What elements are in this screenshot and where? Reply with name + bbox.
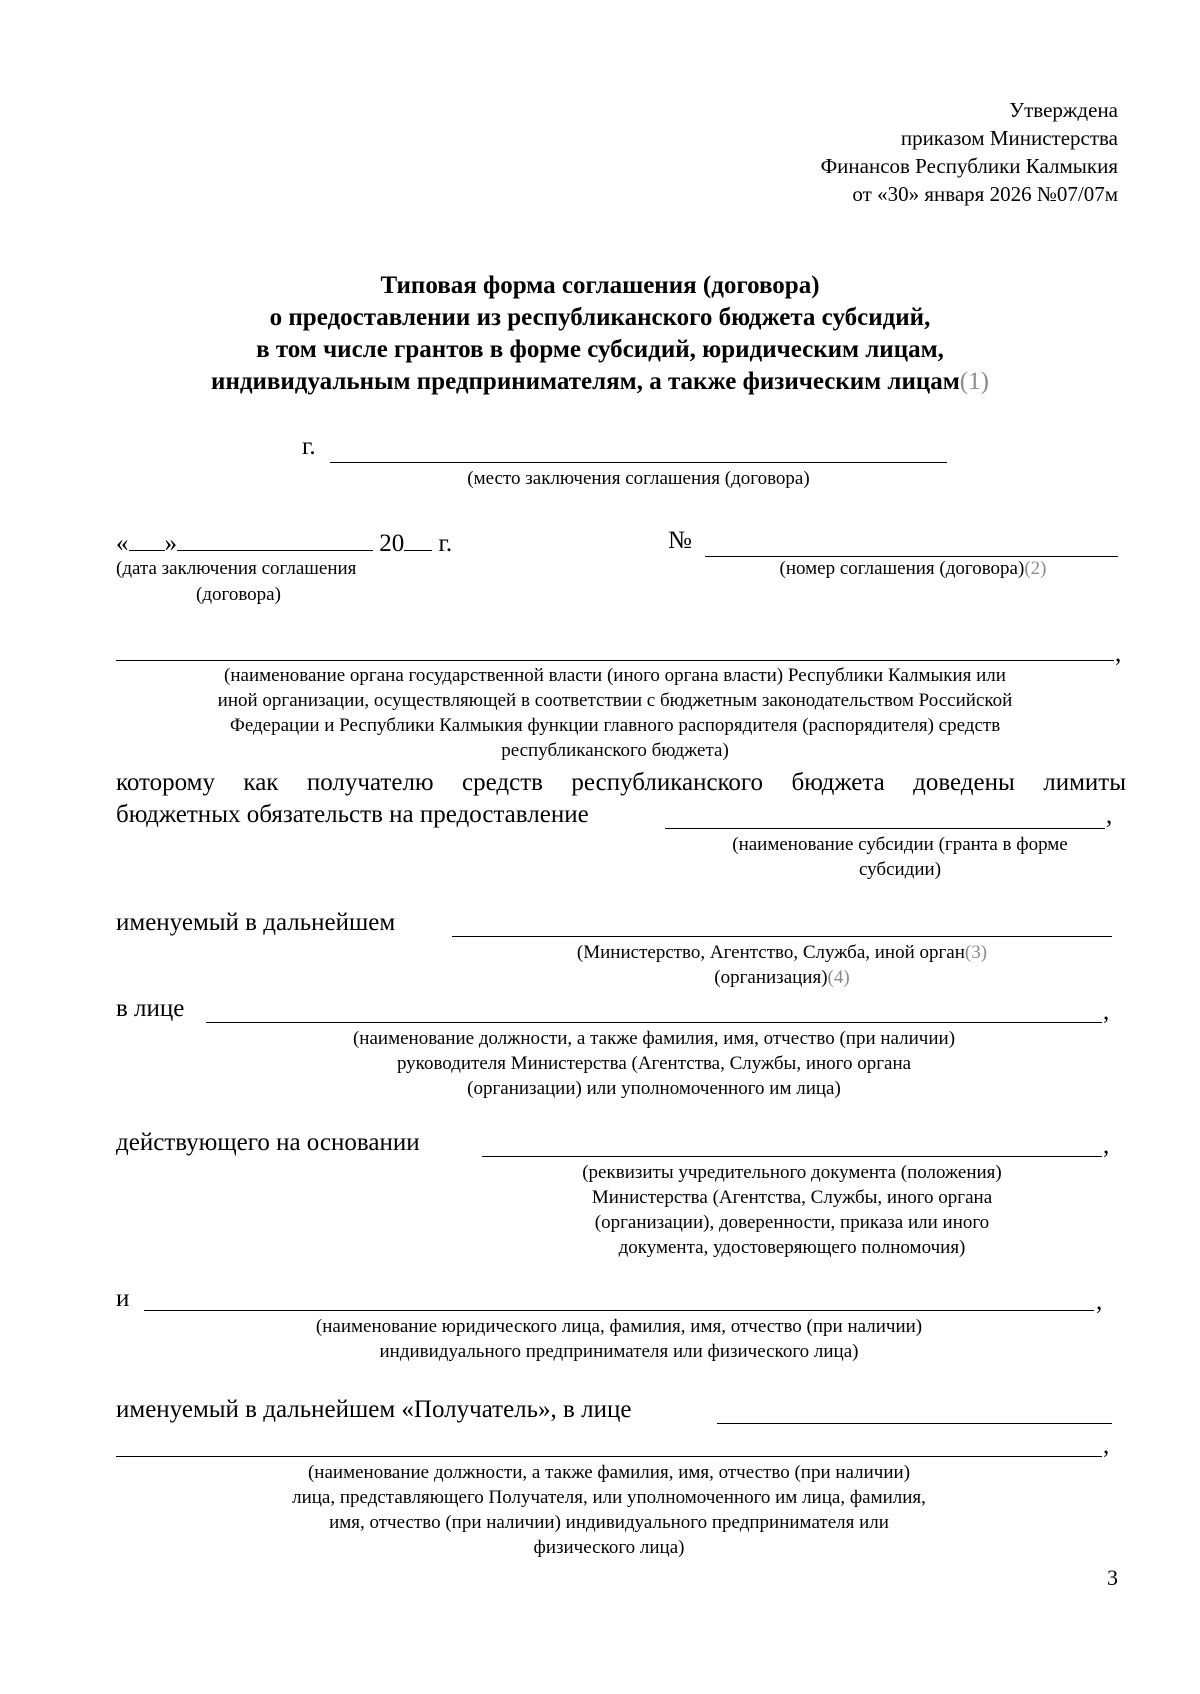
subsidy-name-field[interactable] <box>665 828 1105 829</box>
recipient-field[interactable] <box>144 1310 1094 1311</box>
date-year-suffix: г. <box>438 530 453 557</box>
approval-block <box>821 96 1118 208</box>
place-field[interactable] <box>330 462 947 463</box>
document-title <box>80 270 1120 398</box>
date-year-field[interactable] <box>404 526 432 551</box>
basis-field[interactable] <box>482 1156 1102 1157</box>
authority-caption <box>116 663 1114 763</box>
caption-text: (Министерство, Агентство, Служба, иной орган <box>576 942 965 963</box>
place-caption: (место заключения соглашения (договора) <box>467 468 810 489</box>
named-field[interactable] <box>452 936 1112 937</box>
approval-line: Финансов Республики Калмыкия <box>820 154 1118 178</box>
named-label: именуемый в дальнейшем <box>116 909 396 936</box>
caption-line: Министерства (Агентства, Службы, иного органа <box>591 1187 993 1208</box>
recipient-person-label: именуемый в дальнейшем «Получатель», в лице <box>116 1396 632 1423</box>
recipient-person-field-1[interactable] <box>717 1423 1112 1424</box>
number-sign: № <box>668 527 692 554</box>
caption-line: (реквизиты учредительного документа (положения) <box>582 1162 1002 1183</box>
approval-line: приказом Министерства <box>900 126 1118 150</box>
named-caption <box>452 940 1112 990</box>
limits-comma: , <box>1106 802 1113 829</box>
caption-line: индивидуального предпринимателя или физического лица) <box>379 1341 859 1362</box>
recipient-person-field-2[interactable] <box>116 1456 1102 1457</box>
limits-line-1: которому как получателю средств республиканского бюджета доведены лимиты <box>116 769 1126 796</box>
caption-line <box>452 940 1112 965</box>
caption-line: (организации) или уполномоченного им лица) <box>467 1078 841 1099</box>
person-caption <box>206 1026 1102 1101</box>
date-year-prefix: 20 <box>379 530 405 557</box>
number-caption <box>708 556 1118 581</box>
title-line <box>80 366 1120 398</box>
date-caption-2: (договора) <box>196 584 281 605</box>
recipient-person-caption <box>116 1460 1102 1560</box>
caption-line: (наименование юридического лица, фамилия, имя, отчество (при наличии) <box>315 1316 923 1337</box>
footnote-2: (2) <box>1024 558 1047 579</box>
authority-comma: , <box>1115 640 1122 667</box>
footnote-3: (3) <box>964 942 988 963</box>
footnote-1: (1) <box>959 368 989 395</box>
date-close-quote: » <box>164 530 177 557</box>
caption-line: (наименование должности, а также фамилия, имя, отчество (при наличии) <box>352 1028 956 1049</box>
page-number: 3 <box>1107 1565 1118 1590</box>
caption-line: физического лица) <box>533 1537 685 1558</box>
footnote-4: (4) <box>827 967 850 988</box>
date-day-field[interactable] <box>129 526 165 551</box>
caption-line: (организации), доверенности, приказа или иного <box>594 1212 990 1233</box>
recipient-comma: , <box>1096 1288 1103 1315</box>
authority-field[interactable] <box>116 660 1114 661</box>
title-line: Типовая форма соглашения (договора) <box>380 272 820 299</box>
caption-line: Федерации и Республики Калмыкия функции главного распорядителя (распорядителя) средств <box>229 715 1001 736</box>
caption-line: руководителя Министерства (Агентства, Службы, иного органа <box>396 1053 912 1074</box>
person-field[interactable] <box>206 1022 1102 1023</box>
place-prefix: г. <box>302 433 316 460</box>
caption-line: имя, отчество (при наличии) индивидуального предпринимателя или <box>329 1512 889 1533</box>
number-caption-text: (номер соглашения (договора) <box>779 558 1025 579</box>
date-month-field[interactable] <box>177 526 373 551</box>
caption-text: (организация) <box>714 967 828 988</box>
caption-line: субсидии) <box>858 859 942 880</box>
caption-line: республиканского бюджета) <box>501 740 729 761</box>
limits-line-2: бюджетных обязательств на предоставление <box>116 801 589 828</box>
title-line: в том числе грантов в форме субсидий, юридическим лицам, <box>256 336 944 363</box>
subsidy-caption <box>690 832 1110 882</box>
recipient-person-comma: , <box>1103 1432 1110 1459</box>
caption-line: лица, представляющего Получателя, или уполномоченного им лица, фамилия, <box>292 1487 926 1508</box>
person-comma: , <box>1103 998 1110 1025</box>
title-line-text: индивидуальным предпринимателям, а также физическим лицам <box>211 368 960 395</box>
approval-line: от «30» января 2026 №07/07м <box>852 182 1118 206</box>
date-caption-1: (дата заключения соглашения <box>116 558 357 579</box>
caption-line <box>452 965 1112 990</box>
recipient-caption <box>144 1314 1094 1364</box>
caption-line: (наименование субсидии (гранта в форме <box>732 834 1068 855</box>
date-row <box>116 526 452 559</box>
caption-line: документа, удостоверяющего полномочия) <box>618 1237 966 1258</box>
caption-line: (наименование должности, а также фамилия, имя, отчество (при наличии) <box>307 1462 911 1483</box>
title-line: о предоставлении из республиканского бюджета субсидий, <box>269 304 931 331</box>
person-label: в лице <box>116 995 185 1022</box>
caption-line: иной организации, осуществляющей в соответствии с бюджетным законодательством Российской <box>217 690 1013 711</box>
caption-line: (наименование органа государственной власти (иного органа власти) Республики Калмыкия или <box>224 665 1006 686</box>
basis-comma: , <box>1103 1132 1110 1159</box>
basis-caption <box>482 1160 1102 1260</box>
date-open-quote: « <box>116 530 129 557</box>
recipient-label: и <box>116 1285 130 1312</box>
basis-label: действующего на основании <box>116 1129 420 1156</box>
approval-line: Утверждена <box>1009 98 1118 122</box>
